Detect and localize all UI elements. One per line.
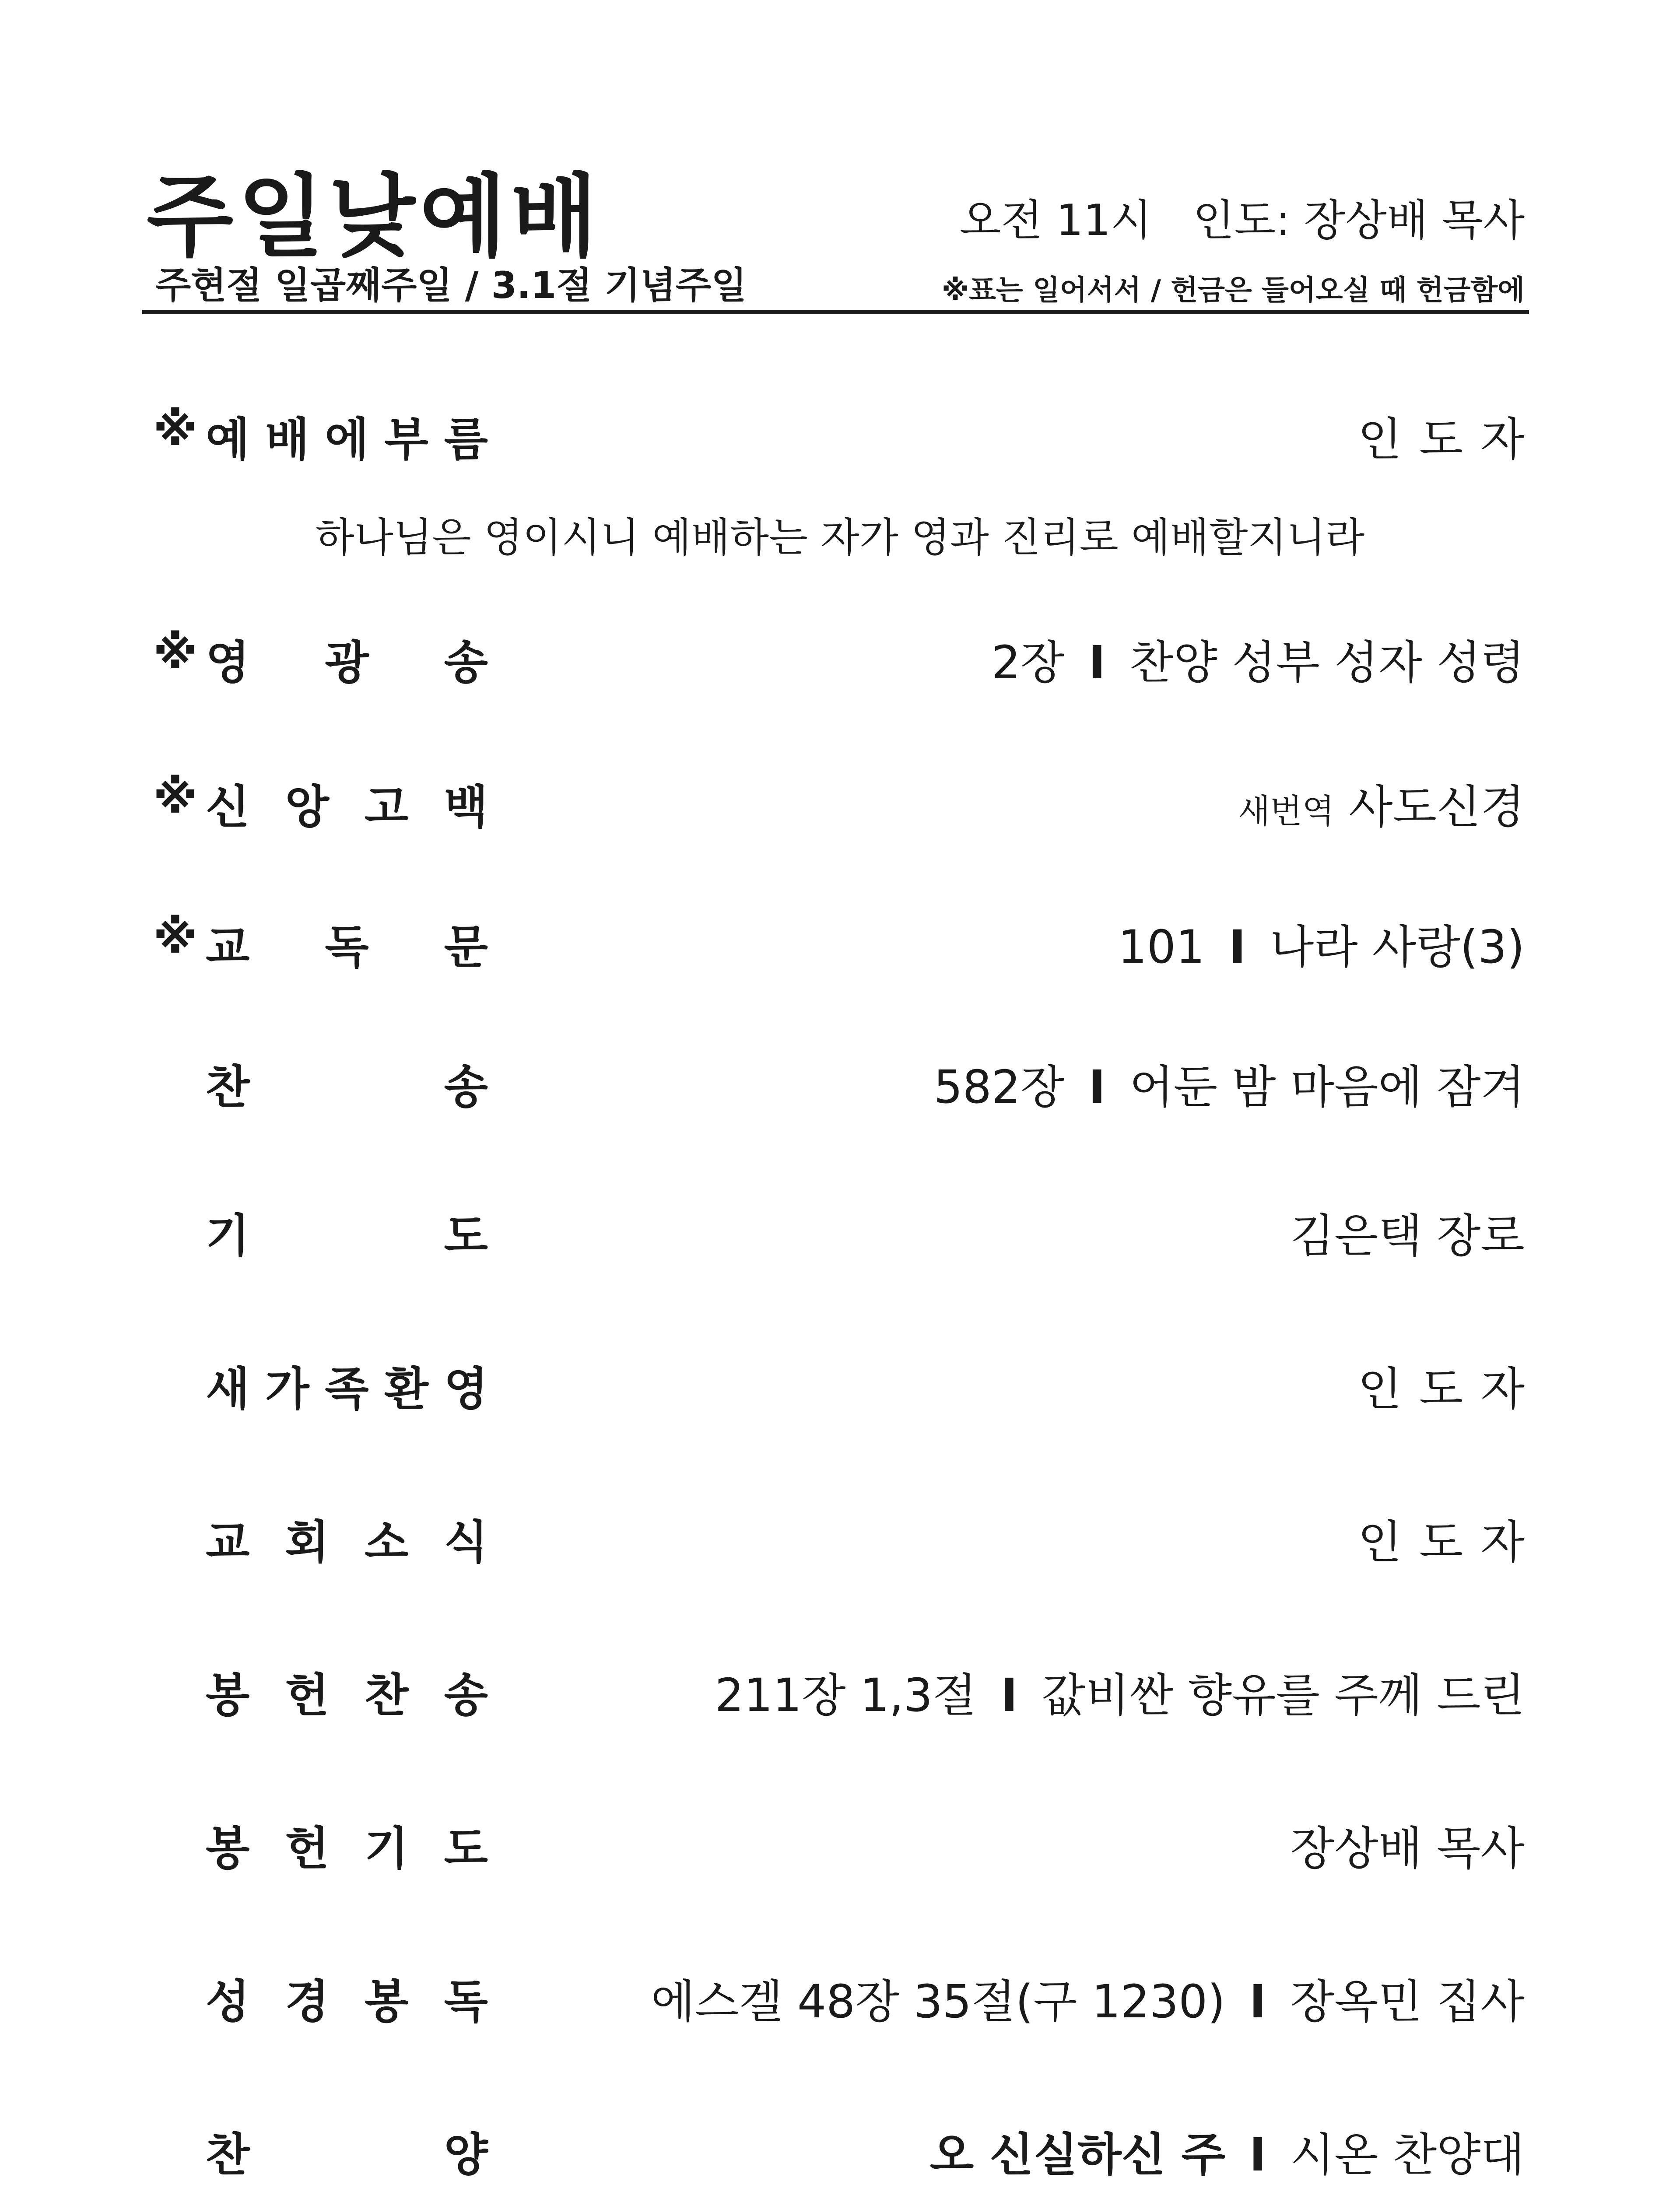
order-item-value: 김은택 장로: [1290, 1209, 1525, 1262]
order-item-value: 장상배 목사: [1290, 1822, 1525, 1875]
separator: I: [1088, 1060, 1106, 1114]
order-item-label: 영 광 송: [206, 636, 488, 689]
standing-mark: ※: [153, 403, 198, 456]
order-item-label: 찬 송: [206, 1060, 488, 1114]
order-item-value: 새번역 사도신경: [1238, 780, 1525, 834]
order-item-value: 인도자: [1357, 1515, 1542, 1569]
service-subtitle: 주현절 일곱째주일 / 3.1절 기념주일: [155, 264, 747, 307]
order-item-value: 2장 I 찬양 성부 성자 성령: [991, 636, 1525, 689]
standing-mark: ※: [153, 626, 198, 679]
call-to-worship-verse: 하나님은 영이시니 예배하는 자가 영과 진리로 예배할지니라: [315, 514, 1365, 561]
order-item-value: 인도자: [1357, 1362, 1542, 1416]
order-item-label: 기 도: [206, 1209, 488, 1262]
separator: I: [1000, 1669, 1018, 1722]
order-item-value: 인도자: [1357, 413, 1542, 466]
service-time-leader: 오전 11시 인도: 장상배 목사: [959, 196, 1525, 245]
order-item-label: 성 경 봉 독: [206, 1975, 488, 2028]
separator: I: [1229, 920, 1246, 974]
order-item-label: 봉 헌 기 도: [206, 1822, 488, 1875]
order-item-label: 신 앙 고 백: [206, 780, 488, 834]
order-item-label: 교 회 소 식: [206, 1515, 488, 1569]
order-item-value: 에스겔 48장 35절(구 1230) I 장옥민 집사: [651, 1975, 1525, 2028]
standing-mark: ※: [153, 910, 198, 964]
order-item-value: 582장 I 어둔 밤 마음에 잠겨: [933, 1060, 1525, 1114]
order-item-value: 오 신실하신 주 I 시온 찬양대: [929, 2128, 1525, 2181]
order-item-label: 교 독 문: [206, 920, 488, 974]
order-item-value: 101 I 나라 사랑(3): [1118, 920, 1525, 974]
order-item-label: 봉 헌 찬 송: [206, 1669, 488, 1722]
service-title: 주일낮예배: [147, 165, 602, 269]
order-item-label: 예 배 에 부 름: [206, 413, 488, 466]
order-item-value: 211장 1,3절 I 값비싼 향유를 주께 드린: [715, 1669, 1525, 1722]
standing-mark: ※: [153, 770, 198, 824]
order-item-label: 찬 양: [206, 2128, 488, 2181]
header-divider: [142, 310, 1529, 314]
standing-note: ※표는 일어서서 / 헌금은 들어오실 때 헌금함에: [941, 274, 1525, 307]
separator: I: [1249, 2128, 1266, 2181]
separator: I: [1249, 1975, 1266, 2028]
separator: I: [1088, 636, 1106, 689]
order-item-label: 새 가 족 환 영: [206, 1362, 488, 1416]
